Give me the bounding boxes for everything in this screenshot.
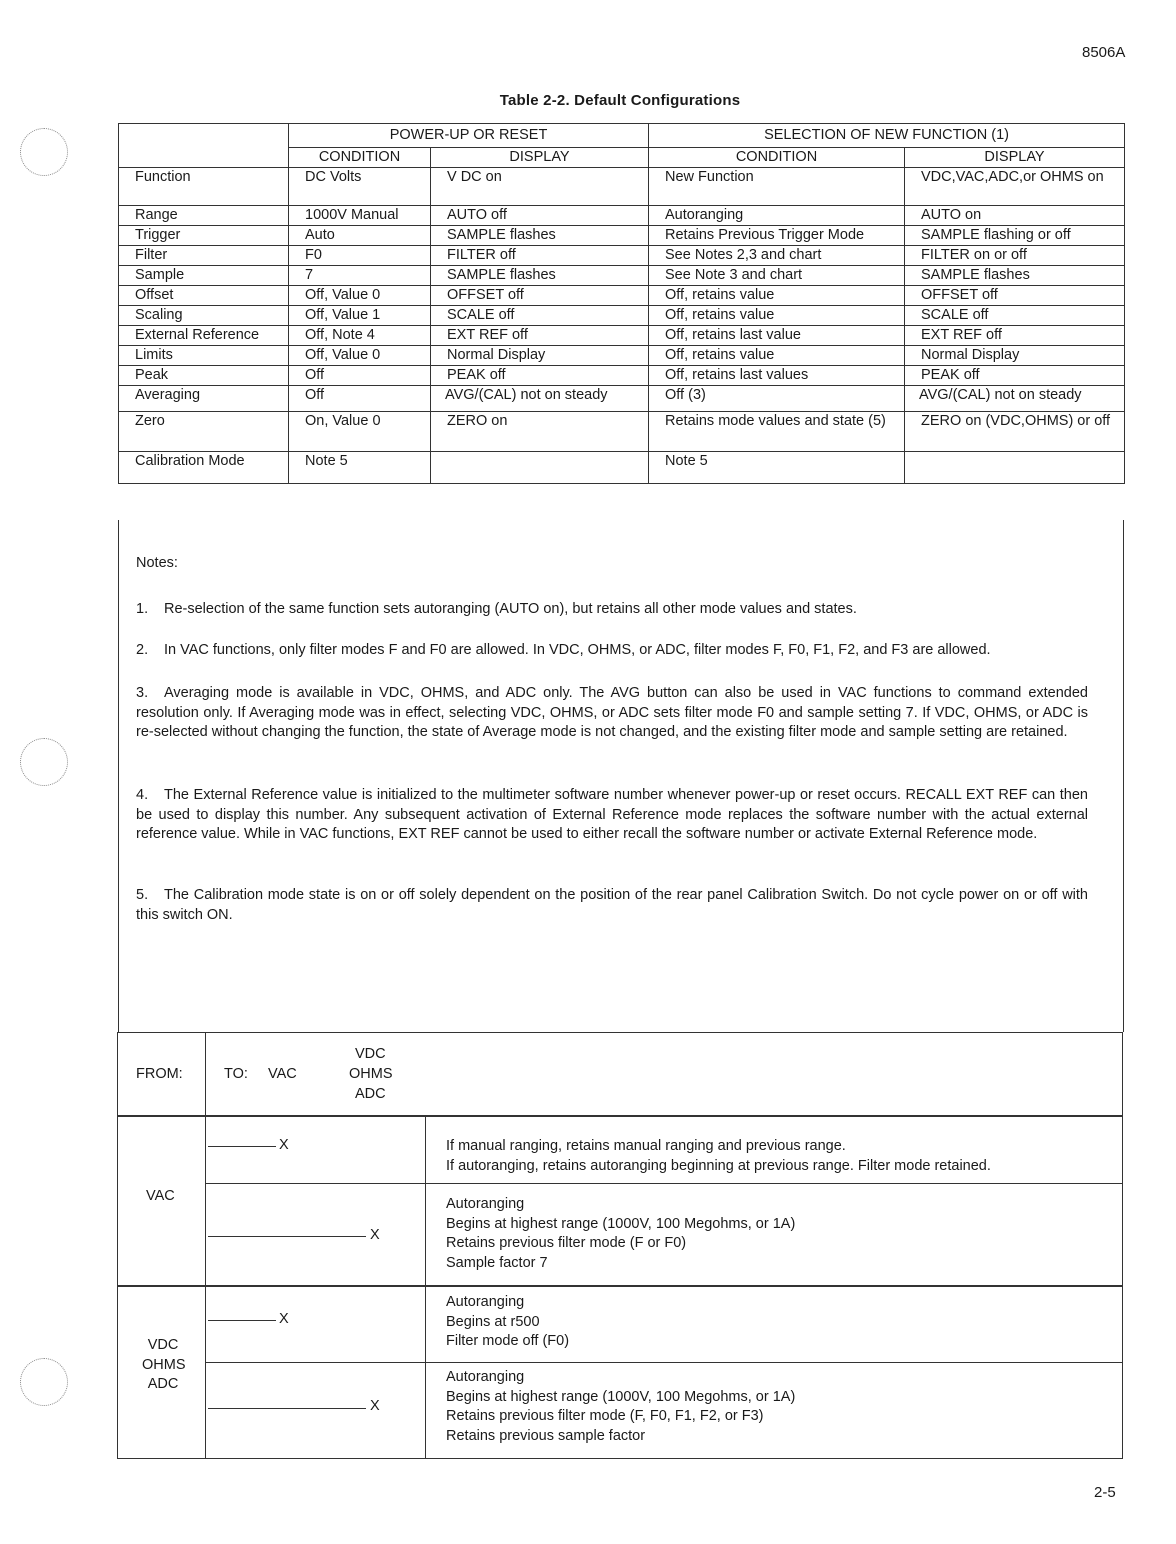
cell: Off (3) — [649, 386, 905, 412]
cell: Autoranging — [649, 206, 905, 226]
mode-cell: Scaling — [119, 306, 289, 326]
cell: OFFSET off — [905, 286, 1125, 306]
group-header-row — [119, 124, 1125, 148]
cell: Off — [289, 366, 431, 386]
divider — [425, 1115, 426, 1458]
cell: On, Value 0 — [289, 412, 431, 452]
cell: 7 — [289, 266, 431, 286]
cell: AVG/(CAL) not on steady — [905, 386, 1125, 412]
arrow-line — [208, 1146, 276, 1147]
from-label: FROM: — [136, 1066, 183, 1082]
table-row — [119, 306, 1125, 326]
cell: Auto — [289, 226, 431, 246]
divider — [205, 1033, 206, 1458]
mode-cell: Sample — [119, 266, 289, 286]
cell: Off — [289, 386, 431, 412]
cell: Off, retains value — [649, 286, 905, 306]
punch-hole-middle — [20, 738, 68, 786]
cell: SAMPLE flashes — [431, 226, 649, 246]
cell: Normal Display — [431, 346, 649, 366]
punch-hole-top — [20, 128, 68, 176]
mode-cell: External Reference — [119, 326, 289, 346]
from-dc-label: VDC OHMS ADC — [142, 1337, 186, 1392]
cell: SCALE off — [905, 306, 1125, 326]
result-text: If manual ranging, retains manual ranging and previous range. If autoranging, retains autoranging beginning at previous range. Filter mode retained. — [446, 1138, 991, 1174]
cell: Off, retains value — [649, 346, 905, 366]
model-number: 8506A — [1082, 44, 1126, 61]
cell: FILTER off — [431, 246, 649, 266]
cell: Off, retains last value — [649, 326, 905, 346]
cell: Off, retains value — [649, 306, 905, 326]
mode-cell: Offset — [119, 286, 289, 306]
cell: Retains Previous Trigger Mode — [649, 226, 905, 246]
cell: V DC on — [431, 168, 649, 206]
table-row — [119, 246, 1125, 266]
arrow-line — [208, 1408, 366, 1409]
group-header-selection: SELECTION OF NEW FUNCTION (1) — [649, 124, 1125, 148]
cell: Off, Value 0 — [289, 286, 431, 306]
function-transition-chart — [117, 1032, 1123, 1459]
cell: ZERO on — [431, 412, 649, 452]
to-ohms-label: OHMS — [349, 1066, 393, 1082]
sub-header: CONDITION — [649, 148, 905, 168]
note-3: 3. Averaging mode is available in VDC, OHMS, and ADC only. The AVG button can also be used in VAC functions to command extended resolution only. If Averaging mode was in effect, selecting VDC, OHMS, or ADC sets filter mode F0 and sample setting 7. If VDC, OHMS, or ADC is re-selected without changing the function, the state of Average mode is not changed, and the existing filter mode and sample setting are retained. — [136, 685, 1088, 740]
cell: Off, Note 4 — [289, 326, 431, 346]
cell: AVG/(CAL) not on steady — [431, 386, 649, 412]
cell: AUTO off — [431, 206, 649, 226]
default-configurations-table — [118, 123, 1125, 484]
to-label: TO: — [224, 1066, 248, 1082]
notes-section — [118, 520, 1124, 1032]
result-text: Autoranging Begins at highest range (1000V, 100 Megohms, or 1A) Retains previous filter mode (F, F0, F1, F2, or F3) Retains previous sample factor — [446, 1369, 796, 1444]
cell: New Function — [649, 168, 905, 206]
note-4: 4. The External Reference value is initialized to the multimeter software number whenever power-up or reset occurs. RECALL EXT REF can then be used to display this number. Any subsequent activation of External Reference mode replaces the software number with the actual external reference value. While in VAC functions, EXT REF cannot be used to either recall the software number or activate External Reference mode. — [136, 787, 1088, 842]
cell: ZERO on (VDC,OHMS) or off — [905, 412, 1125, 452]
mode-cell: Range — [119, 206, 289, 226]
cell: See Note 3 and chart — [649, 266, 905, 286]
arrow-line — [208, 1236, 366, 1237]
x-marker: X — [370, 1398, 380, 1414]
mode-cell: Averaging — [119, 386, 289, 412]
to-adc-label: ADC — [355, 1086, 386, 1102]
cell: See Notes 2,3 and chart — [649, 246, 905, 266]
table-row — [119, 366, 1125, 386]
sub-header: CONDITION — [289, 148, 431, 168]
mode-cell: Trigger — [119, 226, 289, 246]
cell: DC Volts — [289, 168, 431, 206]
cell: EXT REF off — [905, 326, 1125, 346]
cell: Off, Value 0 — [289, 346, 431, 366]
cell: Note 5 — [649, 452, 905, 484]
table-row — [119, 412, 1125, 452]
cell: Off, retains last values — [649, 366, 905, 386]
sub-header: DISPLAY — [431, 148, 649, 168]
table-row — [119, 168, 1125, 206]
cell: Normal Display — [905, 346, 1125, 366]
blank-header — [119, 124, 289, 168]
mode-cell: Peak — [119, 366, 289, 386]
table-title: Table 2-2. Default Configurations — [499, 92, 741, 109]
cell: PEAK off — [431, 366, 649, 386]
cell: SCALE off — [431, 306, 649, 326]
divider — [118, 1285, 1122, 1287]
to-vdc-label: VDC — [355, 1046, 386, 1062]
mode-cell: Limits — [119, 346, 289, 366]
mode-cell: Function — [119, 168, 289, 206]
table-row — [119, 386, 1125, 412]
table-row — [119, 266, 1125, 286]
divider — [118, 1115, 1122, 1117]
table-row — [119, 452, 1125, 484]
cell: VDC,VAC,ADC,or OHMS on — [905, 168, 1125, 206]
cell: F0 — [289, 246, 431, 266]
cell — [905, 452, 1125, 484]
cell: SAMPLE flashes — [905, 266, 1125, 286]
sub-header: DISPLAY — [905, 148, 1125, 168]
mode-cell: Filter — [119, 246, 289, 266]
divider — [205, 1183, 1122, 1184]
cell: Retains mode values and state (5) — [649, 412, 905, 452]
result-text: Autoranging Begins at r500 Filter mode off (F0) — [446, 1294, 570, 1349]
cell: AUTO on — [905, 206, 1125, 226]
arrow-line — [208, 1320, 276, 1321]
cell: SAMPLE flashes — [431, 266, 649, 286]
note-2: 2. In VAC functions, only filter modes F and F0 are allowed. In VDC, OHMS, or ADC, filter modes F, F0, F1, F2, and F3 are allowed. — [136, 642, 991, 658]
table-row — [119, 286, 1125, 306]
cell: Note 5 — [289, 452, 431, 484]
cell: OFFSET off — [431, 286, 649, 306]
notes-label: Notes: — [136, 555, 178, 571]
x-marker: X — [279, 1311, 289, 1327]
note-5: 5. The Calibration mode state is on or off solely dependent on the position of the rear panel Calibration Switch. Do not cycle power on or off with this switch ON. — [136, 887, 1088, 923]
from-vac-label: VAC — [146, 1188, 175, 1204]
cell: EXT REF off — [431, 326, 649, 346]
cell: FILTER on or off — [905, 246, 1125, 266]
cell: 1000V Manual — [289, 206, 431, 226]
cell: SAMPLE flashing or off — [905, 226, 1125, 246]
table-row — [119, 226, 1125, 246]
mode-cell: Zero — [119, 412, 289, 452]
mode-cell: Calibration Mode — [119, 452, 289, 484]
table-row — [119, 326, 1125, 346]
divider — [205, 1362, 1122, 1363]
cell: PEAK off — [905, 366, 1125, 386]
group-header-powerup: POWER-UP OR RESET — [289, 124, 649, 148]
punch-hole-bottom — [20, 1358, 68, 1406]
cell — [431, 452, 649, 484]
page-number: 2-5 — [1094, 1484, 1116, 1501]
cell: Off, Value 1 — [289, 306, 431, 326]
table-row — [119, 206, 1125, 226]
x-marker: X — [370, 1227, 380, 1243]
result-text: Autoranging Begins at highest range (1000V, 100 Megohms, or 1A) Retains previous filter mode (F or F0) Sample factor 7 — [446, 1196, 796, 1271]
table-row — [119, 346, 1125, 366]
x-marker: X — [279, 1137, 289, 1153]
to-vac-label: VAC — [268, 1066, 297, 1082]
note-1: 1. Re-selection of the same function sets autoranging (AUTO on), but retains all other mode values and states. — [136, 601, 857, 617]
